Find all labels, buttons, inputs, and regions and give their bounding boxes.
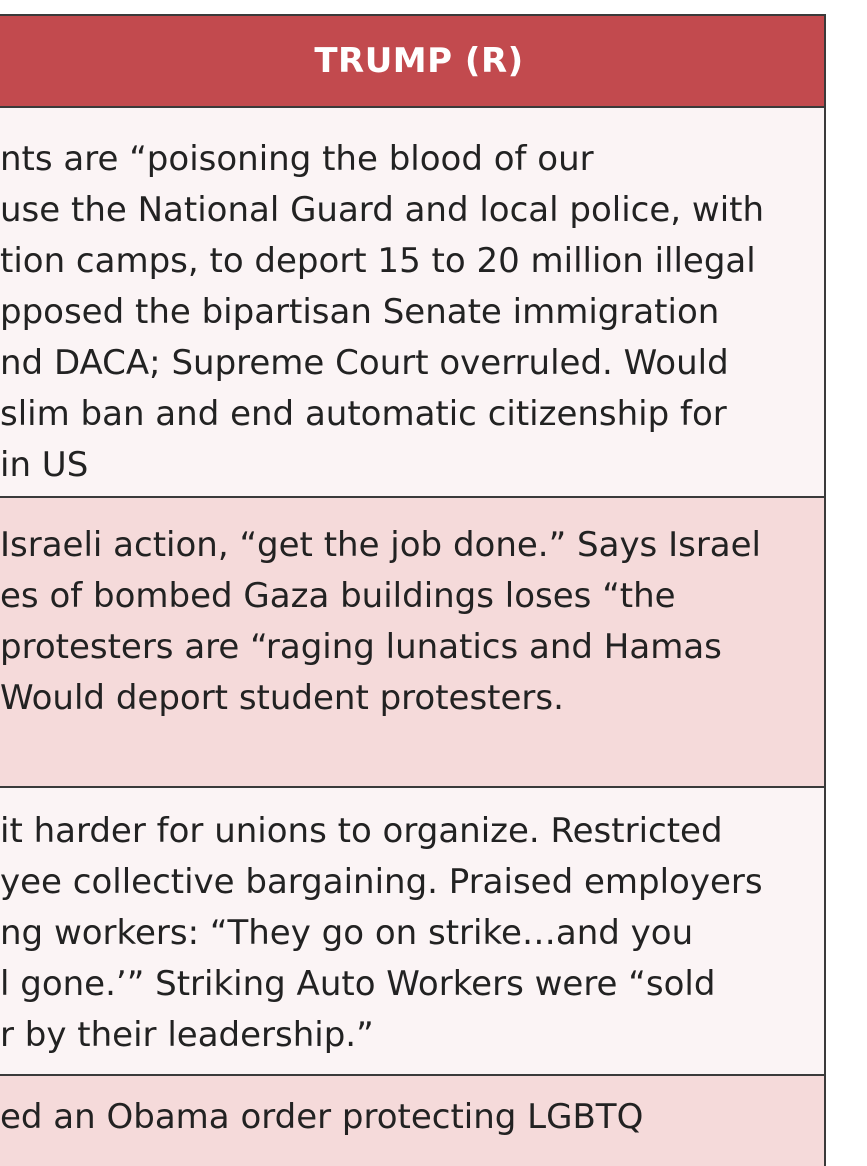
text-line: nd DACA; Supreme Court overruled. Would — [0, 343, 729, 383]
table-row-unions — [0, 788, 824, 1076]
table-row-lgbtq — [0, 1076, 824, 1166]
text-line: nts are “poisoning the blood of our — [0, 139, 594, 179]
table-row-immigration — [0, 108, 824, 498]
text-line: use the National Guard and local police, with — [0, 190, 765, 230]
text-line: r by their leadership.” — [0, 1015, 374, 1055]
text-line: ng workers: “They go on strike…and you — [0, 913, 694, 953]
text-line: l gone.’” Striking Auto Workers were “sold — [0, 964, 716, 1004]
text-line: pposed the bipartisan Senate immigration — [0, 292, 720, 332]
text-line: slim ban and end automatic citizenship for — [0, 394, 727, 434]
text-line: it harder for unions to organize. Restricted — [0, 811, 723, 851]
comparison-table — [0, 14, 826, 1166]
text-line: Would deport student protesters. — [0, 678, 564, 718]
text-line: es of bombed Gaza buildings loses “the — [0, 576, 676, 616]
column-header — [0, 16, 824, 108]
table-row-israel — [0, 498, 824, 788]
text-line: yee collective bargaining. Praised employers — [0, 862, 763, 902]
text-line: ed an Obama order protecting LGBTQ — [0, 1097, 644, 1137]
text-line: Israeli action, “get the job done.” Says Israel — [0, 525, 761, 565]
text-line: in US — [0, 445, 89, 485]
column-header-title: TRUMP (R) — [314, 41, 524, 81]
text-line: protesters are “raging lunatics and Hamas — [0, 627, 722, 667]
text-line: tion camps, to deport 15 to 20 million illegal — [0, 241, 756, 281]
